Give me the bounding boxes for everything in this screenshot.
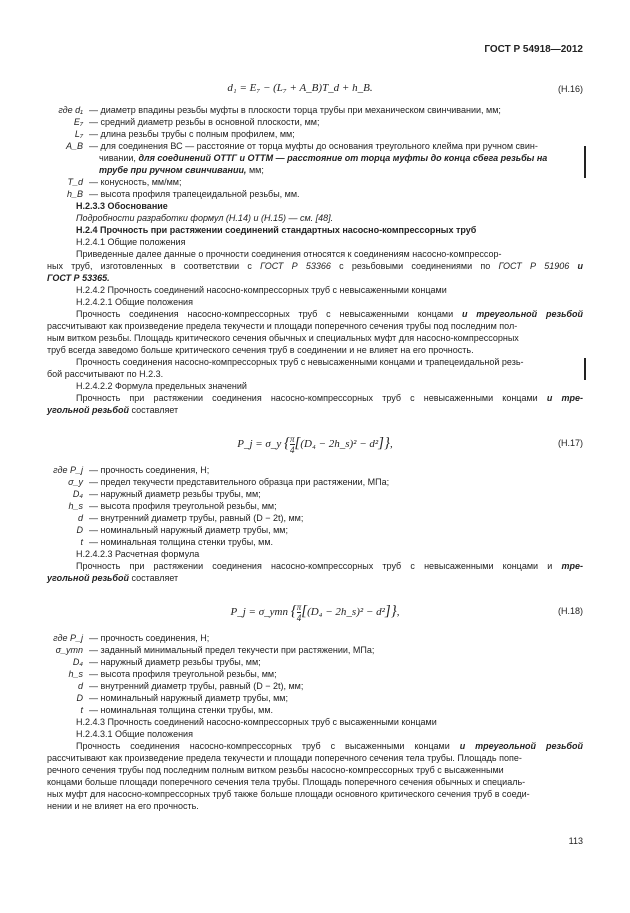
paragraph-line: ным витком резьбы. Площадь критического сечения обычных и специальных муфт для насосно-компрессорных [47, 333, 519, 343]
where-item: T_d — конусность, мм/мм; [67, 177, 182, 187]
paragraph-line: речного сечения трубы под последним полным витком резьбы насосно-компрессорных труб с высаженными [47, 765, 504, 775]
paragraph-line: нении и не влияет на его прочность. [47, 801, 199, 811]
section-heading: Н.2.4.1 Общие положения [76, 237, 186, 247]
where-item: L₇ — длина резьбы трубы с полным профилем, мм; [74, 129, 295, 139]
paragraph-line: бой рассчитывают по Н.2.3. [47, 369, 164, 379]
section-heading: Н.2.4.2.3 Расчетная формула [76, 549, 200, 559]
section-heading: Н.2.3.3 Обоснование [76, 201, 168, 211]
where-item: σ_ymn — заданный минимальный предел текучести при растяжении, МПа; [55, 645, 375, 655]
equation-h17 [47, 428, 583, 458]
change-bar [584, 358, 586, 380]
section-heading: Н.2.4.3 Прочность соединений насосно-компрессорных труб с высаженными концами [76, 717, 437, 727]
where-item: σ_y — предел текучести представительного образца при растяжении, МПа; [68, 477, 390, 487]
where-item: D₄ — наружный диаметр резьбы трубы, мм; [72, 489, 261, 499]
note-text: Подробности разработки формул (Н.14) и (Н.15) — см. [48]. [76, 213, 334, 223]
where-item-continuation: чивании, для соединений ОТТГ и ОТТМ — расстояние от торца муфты до конца сбега резьбы на [99, 153, 548, 163]
paragraph-line: угольной резьбой составляет [47, 573, 179, 583]
where-item: D — номинальный наружный диаметр трубы, мм; [76, 693, 288, 703]
equation-formula: P_j = σ_y { $\frac{\pi}{4}$ [(D₄ − 2h_s)² − d²]}, [237, 434, 393, 455]
where-item: h_B — высота профиля трапецеидальной резьбы, мм. [66, 189, 300, 199]
page-number: 113 [568, 836, 583, 846]
paragraph-line: Приведенные далее данные о прочности соединения относятся к соединениям насосно-компрессор- [76, 249, 502, 259]
equation-number: (Н.16) [557, 84, 583, 94]
equation-h18 [47, 596, 583, 626]
equation-formula: P_j = σ_ymn { $\frac{\pi}{4}$ [(D₄ − 2h_s)² − d²]}, [230, 602, 400, 623]
where-item: t — номинальная толщина стенки трубы, мм. [80, 705, 274, 715]
paragraph-line: ных муфт для насосно-компрессорных труб также больше площади основного критического сечения труб в соеди- [47, 789, 530, 799]
section-heading: Н.2.4.2 Прочность соединений насосно-компрессорных труб с невысаженными концами [76, 285, 447, 295]
paragraph-line: ГОСТ Р 53365. [47, 273, 110, 283]
where-item: D — номинальный наружный диаметр трубы, мм; [76, 525, 288, 535]
document-header: ГОСТ Р 54918—2012 [484, 44, 583, 55]
equation-h16 [47, 78, 583, 102]
paragraph-line: Прочность при растяжении соединения насосно-компрессорных труб с невысаженными концами и тре- [76, 561, 583, 571]
where-item: D₄ — наружный диаметр резьбы трубы, мм; [72, 657, 261, 667]
paragraph-line: угольной резьбой составляет [47, 405, 179, 415]
equation-formula: d₁ = E₇ − (L₇ + A_B)T_d + h_B. [227, 82, 373, 94]
paragraph-line: концами больше площади поперечного сечения тела трубы. Площадь поперечного сечения обычных и специаль- [47, 777, 526, 787]
paragraph-line: Прочность соединения насосно-компрессорных труб с невысаженными концами и треугольной резьбой [76, 309, 583, 319]
paragraph-line: рассчитывают как произведение предела текучести и площади поперечного сечения трубы под последним пол- [47, 321, 518, 331]
where-item: A_B — для соединения ВС — расстояние от торца муфты до основания треугольного клейма при ручном свин- [65, 141, 538, 151]
where-item: h_s — высота профиля треугольной резьбы, мм; [68, 501, 277, 511]
where-item: где P_j — прочность соединения, Н; [53, 633, 210, 643]
equation-number: (Н.17) [557, 438, 583, 448]
where-item: d — внутренний диаметр трубы, равный (D − 2t), мм; [77, 513, 304, 523]
section-heading: Н.2.4.2.2 Формула предельных значений [76, 381, 247, 391]
paragraph-line: ных труб, изготовленных в соответствии с ГОСТ Р 53366 с резьбовыми соединениями по ГОСТ Р 51906 и [47, 261, 583, 271]
paragraph-line: Прочность при растяжении соединения насосно-компрессорных труб с невысаженными концами и тре- [76, 393, 583, 403]
where-item: где d₁ — диаметр впадины резьбы муфты в плоскости торца трубы при механическом свинчивании, мм; [58, 105, 501, 115]
where-item: E₇ — средний диаметр резьбы в основной плоскости, мм; [73, 117, 320, 127]
section-heading: Н.2.4.3.1 Общие положения [76, 729, 193, 739]
where-item-continuation: трубе при ручном свинчивании, мм; [99, 165, 264, 175]
where-item: где P_j — прочность соединения, Н; [53, 465, 210, 475]
paragraph-line: Прочность соединения насосно-компрессорных труб с невысаженными концами и трапецеидальной резь- [76, 357, 524, 367]
equation-number: (Н.18) [557, 606, 583, 616]
where-item: t — номинальная толщина стенки трубы, мм. [80, 537, 274, 547]
paragraph-line: труб всегда заведомо больше критического сечения труб в соединении и не влияет на его прочность. [47, 345, 474, 355]
where-item: d — внутренний диаметр трубы, равный (D − 2t), мм; [77, 681, 304, 691]
change-bar [584, 146, 586, 178]
section-heading: Н.2.4 Прочность при растяжении соединений стандартных насосно-компрессорных труб [76, 225, 477, 235]
where-item: h_s — высота профиля треугольной резьбы, мм; [68, 669, 277, 679]
paragraph-line: Прочность соединения насосно-компрессорных труб с высаженными концами и треугольной резьбой [76, 741, 583, 751]
paragraph-line: рассчитывают как произведение предела текучести и площади поперечного сечения тела трубы. Площадь попе- [47, 753, 522, 763]
section-heading: Н.2.4.2.1 Общие положения [76, 297, 193, 307]
